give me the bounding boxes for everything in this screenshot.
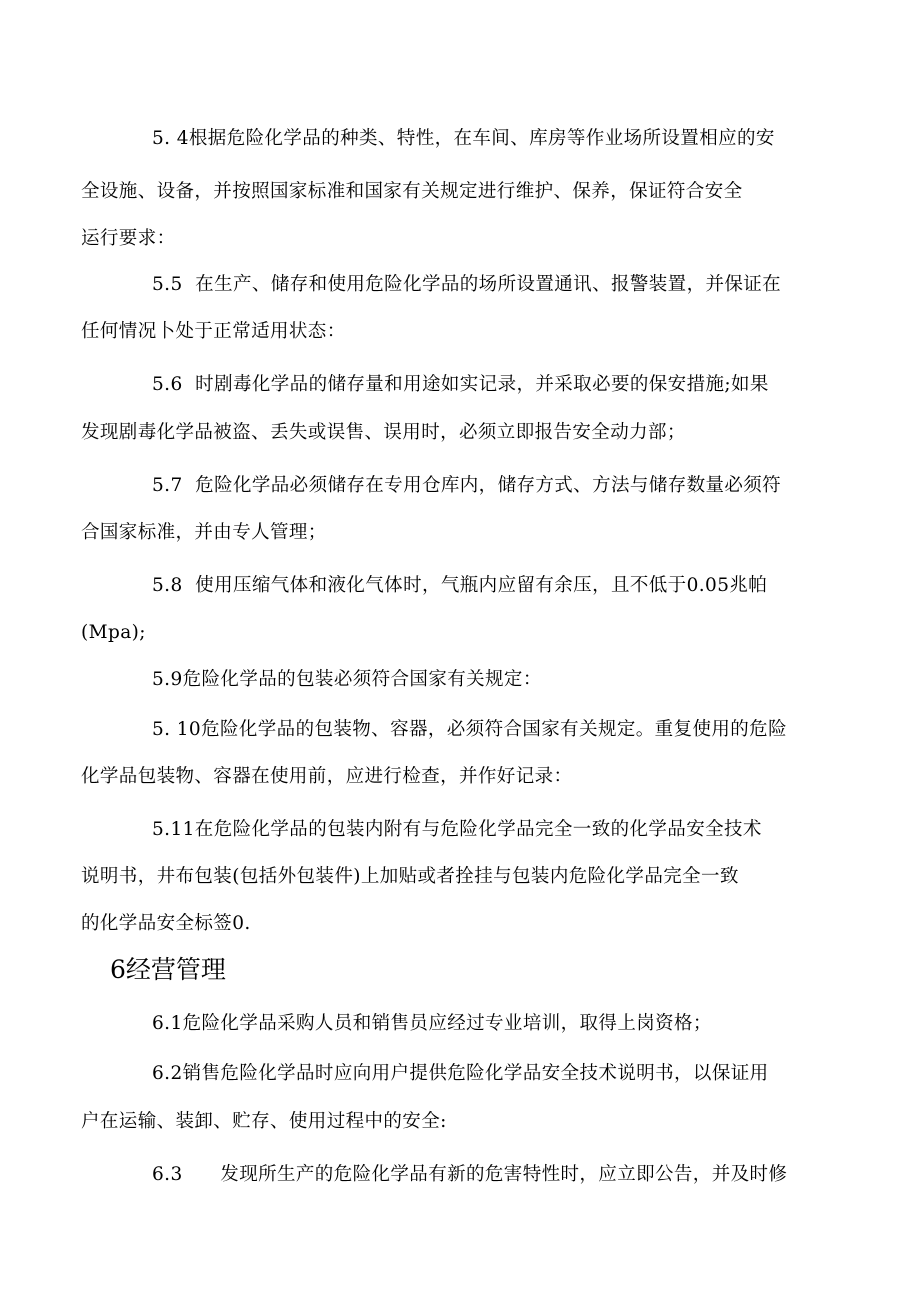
text-line: 的化学品安全标签0. (81, 913, 251, 934)
text-line: 合国家标准，并由专人管理； (81, 522, 327, 543)
text-line: 5.6 时剧毒化学品的储存量和用途如实记录，并采取必要的保安措施;如果 (152, 374, 769, 395)
text-line: 5.11在危险化学品的包装内附有与危险化学品完全一致的化学品安全技术 (152, 819, 762, 840)
text-line: 运行要求： (81, 228, 176, 249)
text-line: 说明书，井布包装(包括外包装件)上加贴或者拴挂与包装内危险化学品完全一致 (81, 866, 739, 887)
text-line: 发现剧毒化学品被盗、丢失或误售、误用时，必须立即报告安全动力部； (81, 422, 686, 443)
text-line: 6.1危险化学品采购人员和销售员应经过专业培训，取得上岗资格； (152, 1013, 712, 1034)
text-line: (Mpa); (81, 622, 146, 643)
text-line: 5. 10危险化学品的包装物、容器，必须符合国家有关规定。重复使用的危险 (152, 719, 787, 740)
section-heading: 6经营管理 (110, 955, 226, 984)
text-line: 5. 4根据危险化学品的种类、特性，在车间、库房等作业场所设置相应的安 (152, 128, 775, 149)
text-line: 全设施、设备，并按照国家标准和国家有关规定进行维护、保养，保证符合安全 (81, 181, 743, 202)
text-line: 5.7 危险化学品必须储存在专用仓库内，储存方式、方法与储存数量必须符 (152, 475, 782, 496)
text-line: 6.3 发现所生产的危险化学品有新的危害特性时，应立即公告，并及时修 (152, 1164, 788, 1185)
text-line: 5.9危险化学品的包装必须符合国家有关规定： (152, 669, 542, 690)
text-line: 5.5 在生产、储存和使用危险化学品的场所设置通讯、报警装置，并保证在 (152, 274, 782, 295)
text-line: 化学品包装物、容器在使用前，应进行检查，并作好记录： (81, 766, 573, 787)
text-line: 任何情况卜处于正常适用状态： (81, 321, 346, 342)
text-line: 5.8 使用压缩气体和液化气体时，气瓶内应留有余压，且不低于0.05兆帕 (152, 575, 768, 596)
text-line: 户在运输、装卸、贮存、使用过程中的安全: (81, 1111, 447, 1132)
text-line: 6.2销售危险化学品时应向用户提供危险化学品安全技术说明书，以保证用 (152, 1063, 769, 1084)
